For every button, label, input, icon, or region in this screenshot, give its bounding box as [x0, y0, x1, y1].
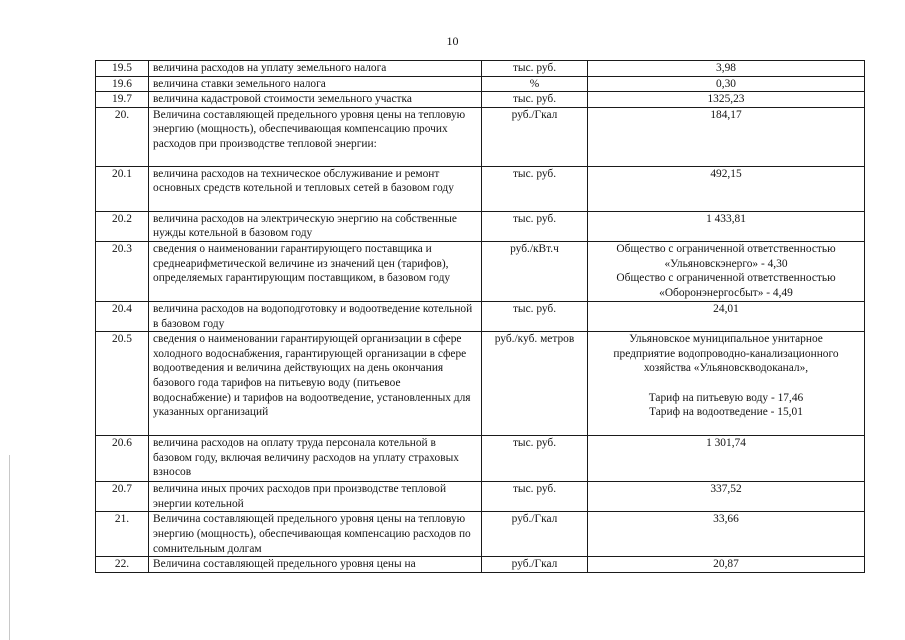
- table-row: [96, 166, 865, 211]
- table-row: [96, 301, 865, 331]
- row-value: [588, 107, 865, 166]
- row-unit: тыс. руб.: [482, 61, 588, 77]
- row-unit: руб./Гкал: [482, 557, 588, 573]
- table-row: [96, 436, 865, 482]
- row-value-line: «Оборонэнергосбыт» - 4,49: [659, 286, 793, 299]
- row-number: 20.1: [96, 166, 149, 211]
- row-unit: %: [482, 76, 588, 92]
- row-description: сведения о наименовании гарантирующего поставщика и среднеарифметической величине из значений цен (тарифов), определяемых гарантирующим поставщиком, в базовом году: [149, 241, 482, 301]
- row-value: [588, 482, 865, 512]
- row-unit: тыс. руб.: [482, 211, 588, 241]
- row-description: величина расходов на электрическую энергию на собственные нужды котельной в базовом году: [149, 211, 482, 241]
- row-number: 20.2: [96, 211, 149, 241]
- row-value-line: Общество с ограниченной ответственностью: [616, 242, 836, 255]
- row-value-line: 1 301,74: [706, 437, 746, 450]
- row-value: [588, 241, 865, 301]
- row-number: 22.: [96, 557, 149, 573]
- row-value-line: Ульяновское муниципальное унитарное: [629, 333, 823, 346]
- row-number: 20.3: [96, 241, 149, 301]
- row-value: [588, 166, 865, 211]
- row-value-line: 1325,23: [707, 93, 745, 106]
- row-description: величина ставки земельного налога: [149, 76, 482, 92]
- row-value: [588, 332, 865, 436]
- row-value-line: Тариф на питьевую воду - 17,46: [648, 391, 804, 404]
- row-number: 20.: [96, 107, 149, 166]
- row-unit: руб./Гкал: [482, 512, 588, 557]
- row-value: [588, 557, 865, 573]
- row-value-line: «Ульяновскэнерго» - 4,30: [664, 257, 788, 270]
- table-row: [96, 107, 865, 166]
- row-value-line: предприятие водопроводно-канализационного: [613, 347, 839, 360]
- row-value-line: 1 433,81: [706, 212, 746, 225]
- scan-margin-line: [9, 455, 10, 640]
- row-value-line: 337,52: [710, 483, 742, 496]
- table-row: [96, 211, 865, 241]
- row-unit: тыс. руб.: [482, 482, 588, 512]
- row-value-line: Общество с ограниченной ответственностью: [616, 272, 836, 285]
- row-unit: руб./кВт.ч: [482, 241, 588, 301]
- row-description: величина расходов на уплату земельного налога: [149, 61, 482, 77]
- row-value-line: [592, 376, 860, 391]
- row-value-line: 33,66: [713, 513, 739, 526]
- row-value-line: хозяйства «Ульяновскводоканал»,: [643, 362, 809, 375]
- row-description: величина расходов на техническое обслуживание и ремонт основных средств котельной и тепловых сетей в базовом году: [149, 166, 482, 211]
- row-value-line: 184,17: [710, 108, 742, 121]
- row-description: сведения о наименовании гарантирующей организации в сфере холодного водоснабжения, гарантирующей организации в сфере водоотведения и величина действующих на день окончания базового года тарифов на питьевую воду (питьевое водоснабжение) и тарифов на водоотведение, установленных для указанных организаций: [149, 332, 482, 436]
- row-number: 19.7: [96, 92, 149, 108]
- row-value: [588, 512, 865, 557]
- page-number: 10: [446, 34, 459, 48]
- row-value-line: Тариф на водоотведение - 15,01: [649, 406, 803, 419]
- row-value-line: 0,30: [716, 77, 736, 90]
- row-number: 20.4: [96, 301, 149, 331]
- table-row: [96, 241, 865, 301]
- row-description: величина кадастровой стоимости земельного участка: [149, 92, 482, 108]
- row-value-line: 3,98: [716, 62, 736, 74]
- row-value: [588, 436, 865, 482]
- row-value: [588, 92, 865, 108]
- table-body: [96, 61, 865, 573]
- row-unit: тыс. руб.: [482, 92, 588, 108]
- row-unit: тыс. руб.: [482, 166, 588, 211]
- row-value: [588, 211, 865, 241]
- table-row: [96, 61, 865, 77]
- row-number: 19.6: [96, 76, 149, 92]
- tariff-table: [95, 60, 865, 573]
- table-row: [96, 557, 865, 573]
- row-description: величина расходов на водоподготовку и водоотведение котельной в базовом году: [149, 301, 482, 331]
- table-row: [96, 92, 865, 108]
- row-value: [588, 61, 865, 77]
- table-row: [96, 332, 865, 436]
- row-value-line: 20,87: [713, 558, 739, 571]
- row-number: 20.6: [96, 436, 149, 482]
- row-value-line: 24,01: [713, 302, 739, 315]
- row-unit: тыс. руб.: [482, 436, 588, 482]
- row-value: [588, 301, 865, 331]
- table-row: [96, 76, 865, 92]
- row-number: 20.7: [96, 482, 149, 512]
- row-description: величина иных прочих расходов при производстве тепловой энергии котельной: [149, 482, 482, 512]
- table-row: [96, 482, 865, 512]
- row-unit: руб./куб. метров: [482, 332, 588, 436]
- row-number: 21.: [96, 512, 149, 557]
- row-description: Величина составляющей предельного уровня цены на тепловую энергию (мощность), обеспечивающая компенсацию прочих расходов при производстве тепловой энергии:: [149, 107, 482, 166]
- row-description: величина расходов на оплату труда персонала котельной в базовом году, включая величину расходов на уплату страховых взносов: [149, 436, 482, 482]
- row-number: 19.5: [96, 61, 149, 77]
- row-description: Величина составляющей предельного уровня цены на тепловую энергию (мощность), обеспечивающая компенсацию расходов по сомнительным долгам: [149, 512, 482, 557]
- row-value-line: 492,15: [710, 167, 742, 180]
- row-unit: тыс. руб.: [482, 301, 588, 331]
- row-number: 20.5: [96, 332, 149, 436]
- table-row: [96, 512, 865, 557]
- row-value: [588, 76, 865, 92]
- row-unit: руб./Гкал: [482, 107, 588, 166]
- row-description: Величина составляющей предельного уровня цены на: [149, 557, 482, 573]
